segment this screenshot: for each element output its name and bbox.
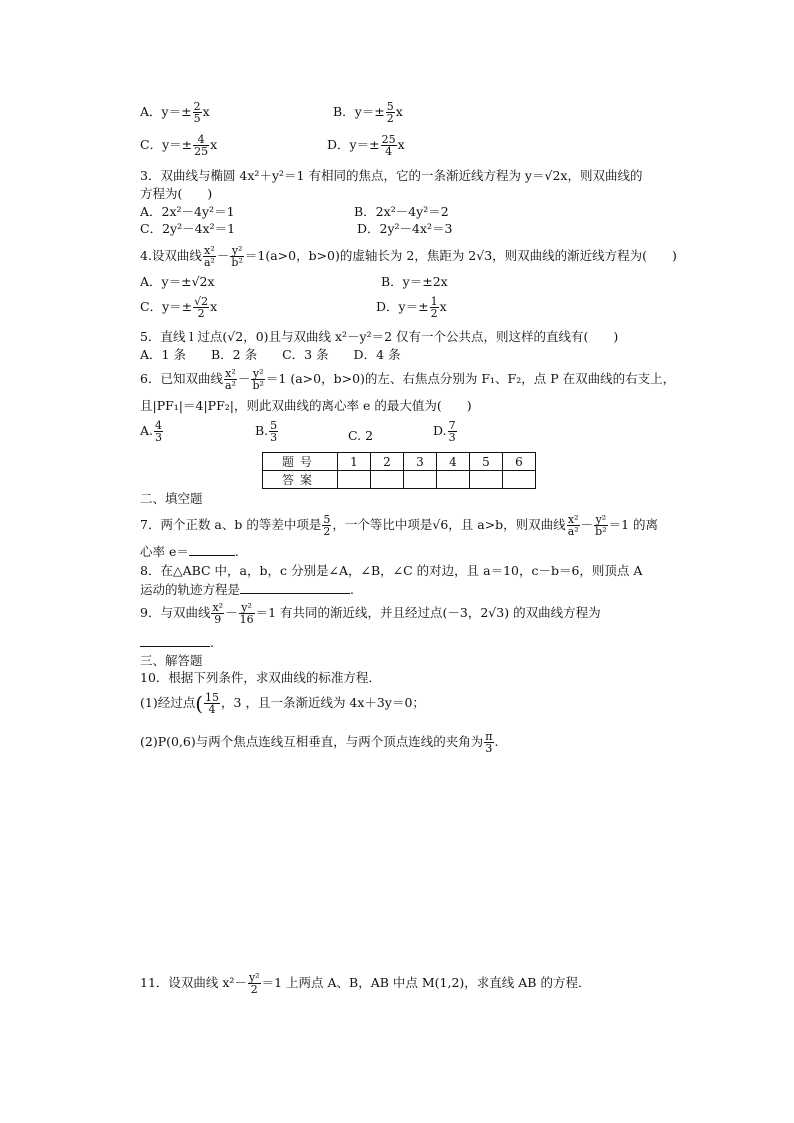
q10-stem: 10．根据下列条件，求双曲线的标准方程．: [140, 670, 381, 685]
q4-stem: 4.设双曲线 $\frac{\text{x²}}{\text{a²}}$ － $\frac{\text{y²}}{\text{b²}}$ ＝1(a>0，b>0)的虚轴长为 2，焦距为 2√3，则双曲线的渐近线方程为( ): [140, 244, 677, 269]
answer-table-number-5: 5: [470, 453, 503, 471]
q7-stem: 7．两个正数 a、b 的等差中项是 $\frac{5}{2}$ ，一个等比中项是√6，且 a>b，则双曲线 $\frac{\text{x²}}{\text{a²}}$ － $\frac{\text{y²}}{\text{b²}}$ ＝1 的离: [140, 513, 659, 538]
answer-cell-3[interactable]: [404, 471, 437, 489]
q2-option-a: A．y＝± $\frac{2}{5}$ x: [140, 100, 210, 125]
answer-table-row-numbers: [263, 453, 536, 471]
q9-answer-row: .: [140, 634, 214, 651]
q6-option-b: B. $\frac{5}{3}$: [255, 419, 278, 444]
answer-table-number-3: 3: [404, 453, 437, 471]
q6-option-c: C. 2: [348, 428, 374, 443]
answer-table-number-6: 6: [503, 453, 536, 471]
q3-option-d: D．2y²－4x²＝3: [357, 221, 453, 236]
q11-stem: 11．设双曲线 x²－ $\frac{\text{y²}}{2}$ ＝1 上两点 A、B，AB 中点 M(1,2)，求直线 AB 的方程．: [140, 971, 591, 996]
q4-option-d: D．y＝± $\frac{1}{2}$ x: [376, 295, 447, 320]
q2-option-b: B．y＝± $\frac{5}{2}$ x: [333, 100, 403, 125]
q3-stem-cont: 方程为( ): [140, 186, 213, 201]
q2-option-c: C．y＝± $\frac{4}{25}$ x: [140, 133, 218, 158]
answer-table-number-2: 2: [371, 453, 404, 471]
q6-stem: 6．已知双曲线 $\frac{\text{x²}}{\text{a²}}$ － $\frac{\text{y²}}{\text{b²}}$ ＝1 (a>0，b>0)的左、右焦点分别为 F₁、F₂，点 P 在双曲线的右支上，: [140, 367, 676, 392]
q6-stem-cont: 且|PF₁|＝4|PF₂|，则此双曲线的离心率 e 的最大值为( ): [140, 398, 472, 413]
answer-cell-5[interactable]: [470, 471, 503, 489]
answer-cell-2[interactable]: [371, 471, 404, 489]
q2-option-d: D．y＝± $\frac{25}{4}$ x: [327, 133, 405, 158]
q4-option-c: C．y＝± $\frac{√2}{2}$ x: [140, 295, 218, 320]
q5-stem: 5．直线 l 过点(√2，0)且与双曲线 x²－y²＝2 仅有一个公共点，则这样的直线有( ): [140, 329, 619, 344]
q8-stem-cont: 运动的轨迹方程是 .: [140, 582, 354, 597]
q3-option-b: B．2x²－4y²＝2: [354, 204, 449, 219]
q3-option-a: A．2x²－4y²＝1: [140, 204, 235, 219]
q6-option-a: A. $\frac{4}{3}$: [140, 419, 163, 444]
q6-option-d: D. $\frac{7}{3}$: [433, 419, 456, 444]
answer-table-header-number: 题号: [263, 453, 338, 471]
q5-options: A．1 条 B．2 条 C．3 条 D．4 条: [140, 347, 401, 362]
q4-option-a: A．y＝±√2x: [140, 274, 215, 289]
answer-cell-6[interactable]: [503, 471, 536, 489]
answer-table-number-1: 1: [338, 453, 371, 471]
section-solution-heading: 三、解答题: [140, 653, 203, 668]
answer-table-row-answers: [263, 471, 536, 489]
q3-stem: 3．双曲线与椭圆 4x²＋y²＝1 有相同的焦点，它的一条渐近线方程为 y＝√2x，则双曲线的: [140, 168, 643, 183]
answer-table: [262, 452, 536, 489]
q9-answer-blank[interactable]: [140, 634, 210, 647]
q8-stem: 8．在△ABC 中，a，b，c 分别是∠A，∠B，∠C 的对边，且 a＝10，c－b＝6，则顶点 A: [140, 563, 643, 578]
answer-cell-4[interactable]: [437, 471, 470, 489]
q7-answer-blank[interactable]: [189, 543, 235, 556]
answer-cell-1[interactable]: [338, 471, 371, 489]
q9-stem: 9．与双曲线 $\frac{\text{x²}}{9}$ － $\frac{\text{y²}}{16}$ ＝1 有共同的渐近线，并且经过点(－3，2√3) 的双曲线方程为: [140, 601, 601, 626]
q10-part-1: (1)经过点( $\frac{15}{4}$ ，3 ，且一条渐近线为 4x＋3y＝0；: [140, 691, 425, 716]
q7-stem-cont: 心率 e＝ .: [140, 544, 239, 559]
q3-option-c: C．2y²－4x²＝1: [140, 221, 236, 236]
answer-table-header-answer: 答案: [263, 471, 338, 489]
q10-part-2: (2)P(0,6)与两个焦点连线互相垂直，与两个顶点连线的夹角为 $\frac{\pi}{3}$ .: [140, 730, 499, 755]
q4-option-b: B．y＝±2x: [381, 274, 448, 289]
q8-answer-blank[interactable]: [240, 581, 350, 594]
answer-table-number-4: 4: [437, 453, 470, 471]
section-fill-in-heading: 二、填空题: [140, 491, 203, 506]
